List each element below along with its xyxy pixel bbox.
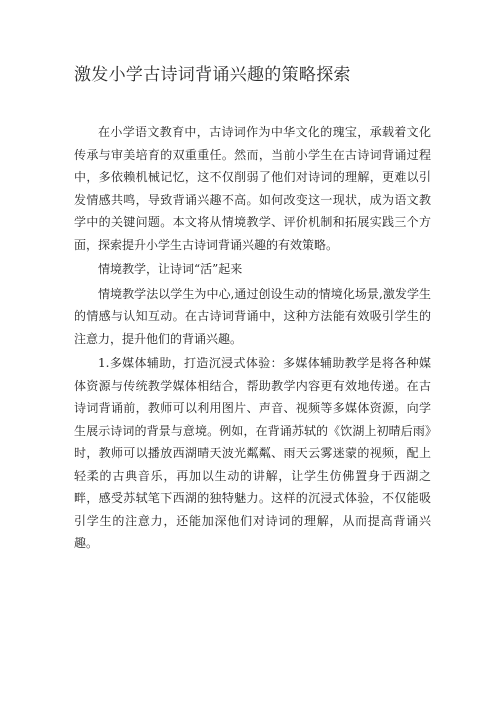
document-title: 激发小学古诗词背诵兴趣的策略探索 bbox=[74, 65, 351, 85]
intro-paragraph: 在小学语文教育中，古诗词作为中华文化的瑰宝，承载着文化传承与审美培育的双重重任。然而，当前小学生在古诗词背诵过程中，多依赖机械记忆，这不仅削弱了他们对诗词的理解，更难以引发情感共鸣，导致背诵兴趣不高。如何改变这一现状，成为语文教学中的关键问题。本文将从情境教学、评价机制和拓展实践三个方面，探索提升小学生古诗词背诵兴趣的有效策略。 bbox=[74, 125, 431, 252]
strategy-paragraph: 1.多媒体辅助，打造沉浸式体验：多媒体辅助教学是将各种媒体资源与传统教学媒体相结合，帮助教学内容更有效地传递。在古诗词背诵前，教师可以利用图片、声音、视频等多媒体资源，向学生展示诗词的背景与意境。例如，在背诵苏轼的《饮湖上初晴后雨》时，教师可以播放西湖晴天波光粼粼、雨天云雾迷蒙的视频，配上轻柔的古典音乐，再加以生动的讲解，让学生仿佛置身于西湖之畔，感受苏轼笔下西湖的独特魅力。这样的沉浸式体验，不仅能吸引学生的注意力，还能加深他们对诗词的理解，从而提高背诵兴趣。 bbox=[74, 356, 431, 550]
section-intro-paragraph: 情境教学法以学生为中心,通过创设生动的情境化场景,激发学生的情感与认知互动。在古诗词背诵中，这种方法能有效吸引学生的注意力，提升他们的背诵兴趣。 bbox=[74, 286, 431, 346]
section-heading: 情境教学，让诗词“活”起来 bbox=[98, 262, 243, 276]
document-body bbox=[74, 121, 431, 557]
